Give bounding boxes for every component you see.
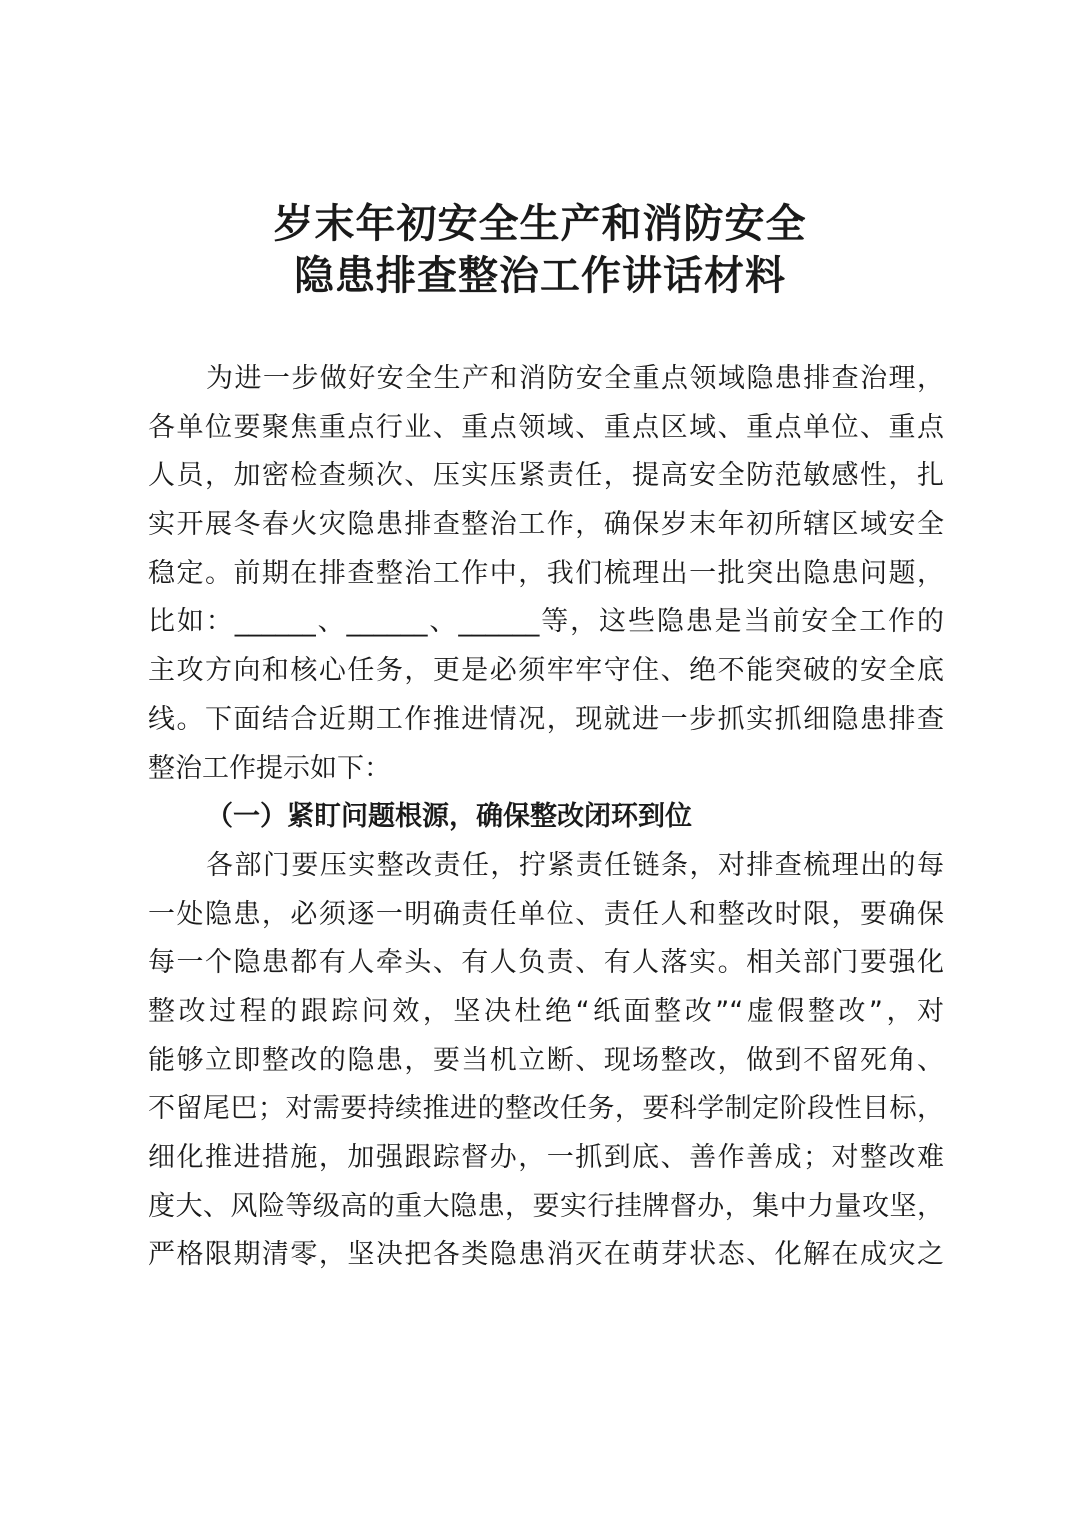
paragraph-line: 各单位要聚焦重点行业、重点领域、重点区域、重点单位、重点 bbox=[148, 411, 944, 443]
paragraph-line: 细化推进措施，加强跟踪督办，一抓到底、善作善成；对整改难 bbox=[148, 1142, 944, 1173]
paragraph-line: 不留尾巴；对需要持续推进的整改任务，要科学制定阶段性目标， bbox=[148, 1093, 944, 1125]
paragraph-line: 实开展冬春火灾隐患排查整治工作，确保岁末年初所辖区域安全 bbox=[148, 509, 944, 541]
document-title-line-2: 隐患排查整治工作讲话材料 bbox=[294, 252, 786, 299]
paragraph-line: 整治工作提示如下： bbox=[148, 752, 391, 784]
document-title-line-1: 岁末年初安全生产和消防安全 bbox=[273, 200, 807, 247]
paragraph-line: 严格限期清零，坚决把各类隐患消灭在萌芽状态、化解在成灾之 bbox=[148, 1239, 944, 1271]
paragraph-line: 一处隐患，必须逐一明确责任单位、责任人和整改时限，要确保 bbox=[148, 898, 944, 930]
paragraph-line: 人员，加密检查频次、压实压紧责任，提高安全防范敏感性，扎 bbox=[148, 460, 944, 492]
paragraph-section-1 bbox=[148, 842, 944, 1280]
paragraph-line: 度大、风险等级高的重大隐患，要实行挂牌督办，集中力量攻坚， bbox=[148, 1190, 944, 1222]
paragraph-line: 主攻方向和核心任务，更是必须牢牢守住、绝不能突破的安全底 bbox=[148, 655, 944, 687]
paragraph-line: 各部门要压实整改责任，拧紧责任链条，对排查梳理出的每 bbox=[206, 849, 944, 881]
document-body bbox=[148, 355, 944, 1280]
paragraph-line: 为进一步做好安全生产和消防安全重点领域隐患排查治理， bbox=[206, 363, 944, 394]
paragraph-line: 每一个隐患都有人牵头、有人负责、有人落实。相关部门要强化 bbox=[148, 947, 944, 979]
paragraph-intro bbox=[148, 355, 944, 793]
paragraph-line-with-blanks: 比如：______、______、______等，这些隐患是当前安全工作的 bbox=[148, 606, 944, 638]
section-heading-1: （一）紧盯问题根源，确保整改闭环到位 bbox=[206, 801, 692, 833]
paragraph-line: 线。下面结合近期工作推进情况，现就进一步抓实抓细隐患排查 bbox=[148, 703, 944, 735]
paragraph-line: 稳定。前期在排查整治工作中，我们梳理出一批突出隐患问题， bbox=[148, 557, 944, 589]
paragraph-line: 能够立即整改的隐患，要当机立断、现场整改，做到不留死角、 bbox=[148, 1044, 944, 1076]
paragraph-line: 整改过程的跟踪问效，坚决杜绝“纸面整改”“虚假整改”，对 bbox=[148, 995, 944, 1027]
